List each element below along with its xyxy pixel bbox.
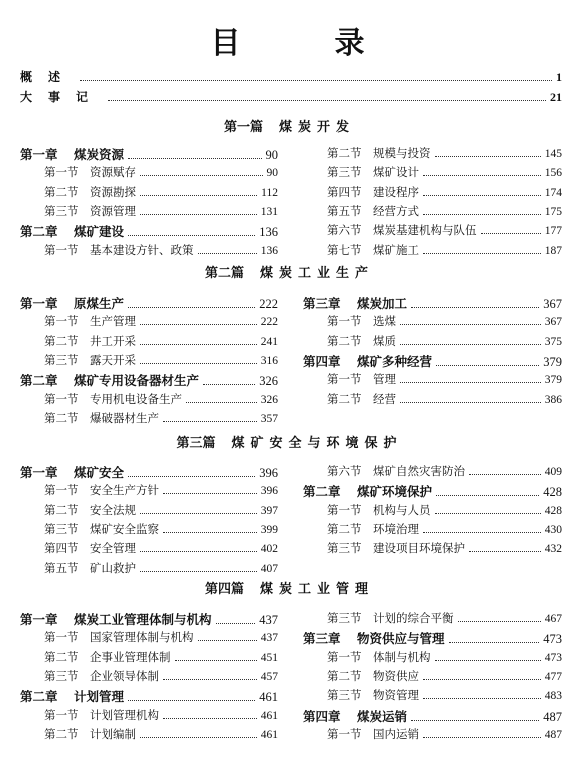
dot-leader xyxy=(411,307,539,308)
toc-section xyxy=(327,184,562,202)
toc-section-label: 第二节 xyxy=(44,333,79,348)
dot-leader xyxy=(216,623,256,624)
toc-chapter-page-number: 396 xyxy=(259,466,278,480)
toc-section-label: 第二节 xyxy=(44,649,79,664)
toc-section-label: 第三节 xyxy=(327,611,362,625)
dot-leader xyxy=(435,156,541,157)
toc-section xyxy=(44,521,278,539)
toc-section-title: 矿山救护 xyxy=(90,560,136,575)
toc-section-title: 建设程序 xyxy=(373,184,419,199)
dot-leader xyxy=(163,679,257,680)
toc-section-label: 第一节 xyxy=(44,630,79,645)
toc-section xyxy=(327,391,562,409)
toc-section xyxy=(327,687,562,705)
dot-leader xyxy=(198,640,257,641)
dot-leader xyxy=(140,175,263,176)
toc-section-page-number: 90 xyxy=(266,167,278,180)
dot-leader xyxy=(203,384,255,385)
toc-section-title: 露天开采 xyxy=(90,352,136,367)
page-title-char-2: 录 xyxy=(334,26,369,61)
toc-chapter-title: 煤矿环境保护 xyxy=(357,484,433,500)
toc-section xyxy=(327,649,562,667)
toc-section-page-number: 428 xyxy=(544,504,562,517)
toc-front-item-label: 大事记 xyxy=(20,90,105,104)
toc-section-title: 国家管理体制与机构 xyxy=(90,630,194,645)
dot-leader xyxy=(108,100,546,101)
toc-section-label: 第二节 xyxy=(44,502,79,517)
dot-leader xyxy=(400,382,541,383)
toc-section-title: 企业领导体制 xyxy=(90,668,159,683)
toc-section-label: 第一节 xyxy=(327,502,362,517)
toc-section-label: 第二节 xyxy=(44,726,79,741)
toc-chapter-title: 煤炭工业管理体制与机构 xyxy=(74,612,212,627)
toc-chapter-title: 原煤生产 xyxy=(74,296,125,311)
toc-chapter-label: 第二章 xyxy=(20,373,58,389)
toc-front-item xyxy=(20,88,562,106)
toc-section-title: 煤炭基建机构与队伍 xyxy=(373,223,477,238)
toc-chapter-title: 计划管理 xyxy=(74,689,125,705)
toc-chapter xyxy=(303,629,562,647)
dot-leader xyxy=(411,720,539,721)
toc-section-page-number: 399 xyxy=(260,523,278,536)
page-title-char-1: 目 xyxy=(210,26,245,61)
toc-section-label: 第一节 xyxy=(44,707,79,722)
toc-chapter-title: 煤炭资源 xyxy=(74,147,125,162)
toc-section-page-number: 437 xyxy=(260,632,278,645)
toc-section-label: 第六节 xyxy=(327,464,362,478)
toc-section-label: 第一节 xyxy=(44,391,79,406)
toc-section-title: 井工开采 xyxy=(90,333,136,348)
toc-section xyxy=(44,707,278,725)
toc-chapter xyxy=(303,707,562,725)
toc-section-title: 环境治理 xyxy=(373,521,419,536)
toc-chapter-page-number: 461 xyxy=(259,690,278,705)
toc-chapter-label: 第一章 xyxy=(20,465,58,480)
dot-leader xyxy=(458,621,541,622)
toc-section xyxy=(327,668,562,686)
toc-section xyxy=(327,502,562,520)
toc-chapter xyxy=(20,610,278,628)
toc-chapter xyxy=(303,294,562,312)
part-heading xyxy=(0,262,579,281)
toc-section xyxy=(327,463,562,481)
toc-section-page-number: 241 xyxy=(260,335,278,348)
toc-section-title: 基本建设方针、政策 xyxy=(90,242,194,257)
toc-section-page-number: 156 xyxy=(544,167,562,180)
toc-section xyxy=(327,313,562,331)
dot-leader xyxy=(435,513,541,514)
toc-section-title: 计划管理机构 xyxy=(90,707,159,722)
toc-section-title: 经营 xyxy=(373,391,396,406)
toc-chapter xyxy=(20,145,278,163)
toc-section-page-number: 409 xyxy=(544,466,562,478)
toc-section-label: 第六节 xyxy=(327,223,362,238)
toc-chapter-page-number: 326 xyxy=(259,374,278,389)
toc-chapter xyxy=(20,294,278,312)
toc-section xyxy=(327,203,562,221)
toc-section-label: 第二节 xyxy=(327,391,362,406)
toc-section-label: 第三节 xyxy=(44,521,79,536)
toc-section-page-number: 174 xyxy=(544,186,562,199)
toc-chapter xyxy=(303,482,562,500)
toc-section-title: 体制与机构 xyxy=(373,649,431,664)
toc-section xyxy=(327,222,562,240)
dot-leader xyxy=(400,344,541,345)
toc-section-label: 第二节 xyxy=(327,333,362,348)
toc-section xyxy=(44,184,278,202)
toc-section-label: 第三节 xyxy=(327,541,362,556)
toc-section-page-number: 175 xyxy=(544,205,562,218)
toc-chapter-title: 煤矿安全 xyxy=(74,465,125,480)
toc-section-title: 规模与投资 xyxy=(373,146,431,160)
toc-section-title: 资源赋存 xyxy=(90,165,136,180)
toc-chapter xyxy=(20,371,278,389)
dot-leader xyxy=(140,363,257,364)
dot-leader xyxy=(128,158,261,159)
toc-section xyxy=(327,726,562,744)
toc-section-title: 安全法规 xyxy=(90,502,136,517)
toc-section-label: 第二节 xyxy=(327,146,362,160)
toc-section-label: 第二节 xyxy=(44,410,79,425)
toc-section-label: 第一节 xyxy=(44,314,79,329)
toc-section xyxy=(44,313,278,331)
dot-leader xyxy=(140,737,257,738)
toc-section-title: 煤矿自然灾害防治 xyxy=(373,464,465,478)
toc-section xyxy=(44,410,278,428)
toc-section-page-number: 407 xyxy=(260,562,278,575)
toc-section-title: 煤矿安全监察 xyxy=(90,521,159,536)
dot-leader xyxy=(198,253,257,254)
toc-section-title: 安全管理 xyxy=(90,541,136,556)
toc-chapter-page-number: 90 xyxy=(265,148,278,162)
part-heading-label: 第三篇 xyxy=(176,436,216,451)
toc-section-label: 第三节 xyxy=(327,688,362,703)
toc-section xyxy=(327,145,562,163)
toc-section xyxy=(44,649,278,667)
toc-section-page-number: 397 xyxy=(260,504,278,517)
toc-section-label: 第二节 xyxy=(44,184,79,199)
toc-section-page-number: 396 xyxy=(260,485,278,498)
toc-section-title: 经营方式 xyxy=(373,203,419,218)
toc-section-page-number: 467 xyxy=(544,613,562,625)
toc-section-page-number: 379 xyxy=(544,374,562,387)
toc-section-page-number: 357 xyxy=(260,412,278,425)
dot-leader xyxy=(140,214,257,215)
toc-section-title: 煤质 xyxy=(373,333,396,348)
toc-front-item-page-number: 1 xyxy=(556,70,562,84)
toc-section-title: 管理 xyxy=(373,372,396,387)
dot-leader xyxy=(423,532,541,533)
toc-section-title: 物资管理 xyxy=(373,688,419,703)
dot-leader xyxy=(163,718,257,719)
dot-leader xyxy=(423,175,541,176)
dot-leader xyxy=(163,532,257,533)
toc-section-page-number: 461 xyxy=(260,709,278,722)
toc-section-page-number: 430 xyxy=(544,523,562,536)
toc-section xyxy=(327,610,562,628)
toc-section xyxy=(327,164,562,182)
dot-leader xyxy=(128,307,255,308)
toc-section-page-number: 222 xyxy=(260,316,278,329)
toc-section-title: 资源勘探 xyxy=(90,184,136,199)
toc-section-label: 第三节 xyxy=(44,203,79,218)
part-heading xyxy=(0,578,579,597)
toc-section-title: 生产管理 xyxy=(90,314,136,329)
toc-chapter-label: 第一章 xyxy=(20,296,58,311)
toc-section-page-number: 316 xyxy=(260,354,278,367)
toc-section-page-number: 483 xyxy=(544,690,562,703)
toc-section-label: 第一节 xyxy=(327,649,362,664)
dot-leader xyxy=(436,365,539,366)
toc-section xyxy=(44,668,278,686)
dot-leader xyxy=(186,402,257,403)
toc-chapter-label: 第二章 xyxy=(20,224,58,240)
toc-chapter-page-number: 136 xyxy=(259,225,278,240)
toc-section-page-number: 473 xyxy=(544,651,562,664)
dot-leader xyxy=(128,476,255,477)
page-title xyxy=(0,18,579,62)
toc-chapter xyxy=(20,463,278,481)
toc-section-page-number: 367 xyxy=(544,316,562,329)
toc-section-label: 第二节 xyxy=(327,521,362,536)
toc-section-label: 第三节 xyxy=(327,165,362,180)
part-heading-title: 煤炭工业管理 xyxy=(260,582,375,597)
dot-leader xyxy=(175,660,257,661)
dot-leader xyxy=(163,493,257,494)
toc-chapter xyxy=(20,222,278,240)
dot-leader xyxy=(449,642,540,643)
part-heading xyxy=(0,116,579,135)
dot-leader xyxy=(469,474,541,475)
toc-section-label: 第五节 xyxy=(44,560,79,575)
toc-section-page-number: 457 xyxy=(260,670,278,683)
dot-leader xyxy=(469,551,541,552)
dot-leader xyxy=(423,679,541,680)
toc-section-title: 选煤 xyxy=(373,314,396,329)
toc-section xyxy=(44,333,278,351)
dot-leader xyxy=(400,402,541,403)
toc-chapter-page-number: 379 xyxy=(543,354,562,369)
toc-section xyxy=(44,502,278,520)
toc-section-title: 专用机电设备生产 xyxy=(90,391,182,406)
dot-leader xyxy=(435,660,541,661)
toc-chapter-label: 第一章 xyxy=(20,612,58,627)
toc-section-label: 第一节 xyxy=(44,242,79,257)
toc-section xyxy=(44,352,278,370)
toc-chapter-title: 煤矿多种经营 xyxy=(357,353,433,369)
dot-leader xyxy=(423,195,541,196)
toc-section-label: 第四节 xyxy=(44,541,79,556)
part-heading-label: 第二篇 xyxy=(204,266,244,281)
toc-section-title: 建设项目环境保护 xyxy=(373,541,465,556)
toc-chapter-label: 第二章 xyxy=(303,484,341,500)
dot-leader xyxy=(140,513,257,514)
toc-section-title: 计划的综合平衡 xyxy=(373,611,454,625)
toc-front-item-page-number: 21 xyxy=(550,90,562,104)
toc-section-label: 第三节 xyxy=(44,668,79,683)
toc-section xyxy=(44,726,278,744)
toc-section-label: 第七节 xyxy=(327,242,362,257)
toc-front-item xyxy=(20,68,562,86)
toc-front-item-label: 概述 xyxy=(20,70,77,84)
toc-section xyxy=(327,371,562,389)
toc-section-page-number: 136 xyxy=(260,244,278,257)
dot-leader xyxy=(400,324,541,325)
dot-leader xyxy=(481,233,541,234)
dot-leader xyxy=(140,324,257,325)
toc-section xyxy=(44,242,278,260)
toc-section-page-number: 187 xyxy=(544,244,562,257)
part-heading-label: 第四篇 xyxy=(204,582,244,597)
part-heading-title: 煤矿安全与环境保护 xyxy=(231,436,403,451)
dot-leader xyxy=(140,195,257,196)
toc-chapter-title: 煤矿建设 xyxy=(74,224,125,240)
toc-section-page-number: 177 xyxy=(544,225,562,238)
toc-chapter-page-number: 222 xyxy=(259,297,278,311)
toc-chapter-page-number: 473 xyxy=(543,632,562,647)
toc-section-label: 第一节 xyxy=(327,726,362,741)
toc-section-label: 第一节 xyxy=(327,314,362,329)
toc-section-title: 企事业管理体制 xyxy=(90,649,171,664)
toc-section-title: 资源管理 xyxy=(90,203,136,218)
toc-section xyxy=(44,560,278,578)
toc-chapter-page-number: 437 xyxy=(259,613,278,627)
dot-leader xyxy=(140,551,257,552)
toc-chapter-title: 煤炭加工 xyxy=(357,296,408,311)
dot-leader xyxy=(163,421,257,422)
toc-chapter-label: 第三章 xyxy=(303,296,341,311)
toc-chapter-title: 煤矿专用设备器材生产 xyxy=(74,373,200,389)
toc-section-title: 煤矿施工 xyxy=(373,242,419,257)
dot-leader xyxy=(128,235,255,236)
toc-section xyxy=(44,629,278,647)
dot-leader xyxy=(140,571,257,572)
toc-section xyxy=(44,164,278,182)
toc-chapter-label: 第四章 xyxy=(303,708,341,724)
toc-chapter xyxy=(20,687,278,705)
toc-section xyxy=(44,482,278,500)
toc-chapter xyxy=(303,352,562,370)
toc-chapter-title: 煤炭运销 xyxy=(357,708,408,724)
toc-section-title: 机构与人员 xyxy=(373,502,431,517)
toc-section-page-number: 477 xyxy=(544,670,562,683)
toc-chapter-label: 第四章 xyxy=(303,353,341,369)
toc-section-label: 第三节 xyxy=(44,352,79,367)
dot-leader xyxy=(128,700,255,701)
toc-section-page-number: 375 xyxy=(544,335,562,348)
toc-section-label: 第五节 xyxy=(327,203,362,218)
part-heading-label: 第一篇 xyxy=(223,120,263,135)
toc-chapter-title: 物资供应与管理 xyxy=(357,631,445,647)
toc-section-page-number: 451 xyxy=(260,651,278,664)
toc-section xyxy=(327,242,562,260)
toc-chapter-label: 第三章 xyxy=(303,631,341,647)
toc-chapter-page-number: 367 xyxy=(543,297,562,311)
dot-leader xyxy=(140,344,257,345)
toc-section-page-number: 402 xyxy=(260,543,278,556)
toc-section-title: 煤矿设计 xyxy=(373,165,419,180)
part-heading-title: 煤炭开发 xyxy=(279,120,356,135)
dot-leader xyxy=(423,214,541,215)
toc-section-title: 物资供应 xyxy=(373,668,419,683)
toc-section-title: 计划编制 xyxy=(90,726,136,741)
toc-section-page-number: 326 xyxy=(260,393,278,406)
toc-chapter-page-number: 487 xyxy=(543,709,562,724)
toc-section-label: 第一节 xyxy=(44,483,79,498)
dot-leader xyxy=(80,80,552,81)
toc-section xyxy=(327,333,562,351)
part-heading-title: 煤炭工业生产 xyxy=(260,266,375,281)
dot-leader xyxy=(436,495,539,496)
toc-chapter-label: 第二章 xyxy=(20,689,58,705)
toc-section-label: 第一节 xyxy=(44,165,79,180)
toc-section-title: 安全生产方针 xyxy=(90,483,159,498)
toc-section-page-number: 432 xyxy=(544,543,562,556)
toc-section xyxy=(44,203,278,221)
dot-leader xyxy=(423,698,541,699)
toc-chapter-label: 第一章 xyxy=(20,147,58,162)
toc-section-page-number: 461 xyxy=(260,728,278,741)
toc-section-label: 第二节 xyxy=(327,668,362,683)
toc-section-page-number: 487 xyxy=(544,728,562,741)
toc-chapter-page-number: 428 xyxy=(543,485,562,500)
toc-section-page-number: 386 xyxy=(544,393,562,406)
toc-section-page-number: 131 xyxy=(260,205,278,218)
toc-section-label: 第一节 xyxy=(327,372,362,387)
toc-section-page-number: 112 xyxy=(261,186,278,199)
toc-section-title: 爆破器材生产 xyxy=(90,410,159,425)
dot-leader xyxy=(423,737,541,738)
toc-section xyxy=(44,391,278,409)
toc-section-title: 国内运销 xyxy=(373,726,419,741)
toc-section xyxy=(327,521,562,539)
toc-section-label: 第四节 xyxy=(327,184,362,199)
toc-section xyxy=(327,540,562,558)
part-heading xyxy=(0,432,579,451)
toc-section-page-number: 145 xyxy=(544,148,562,160)
toc-section xyxy=(44,540,278,558)
dot-leader xyxy=(423,253,541,254)
